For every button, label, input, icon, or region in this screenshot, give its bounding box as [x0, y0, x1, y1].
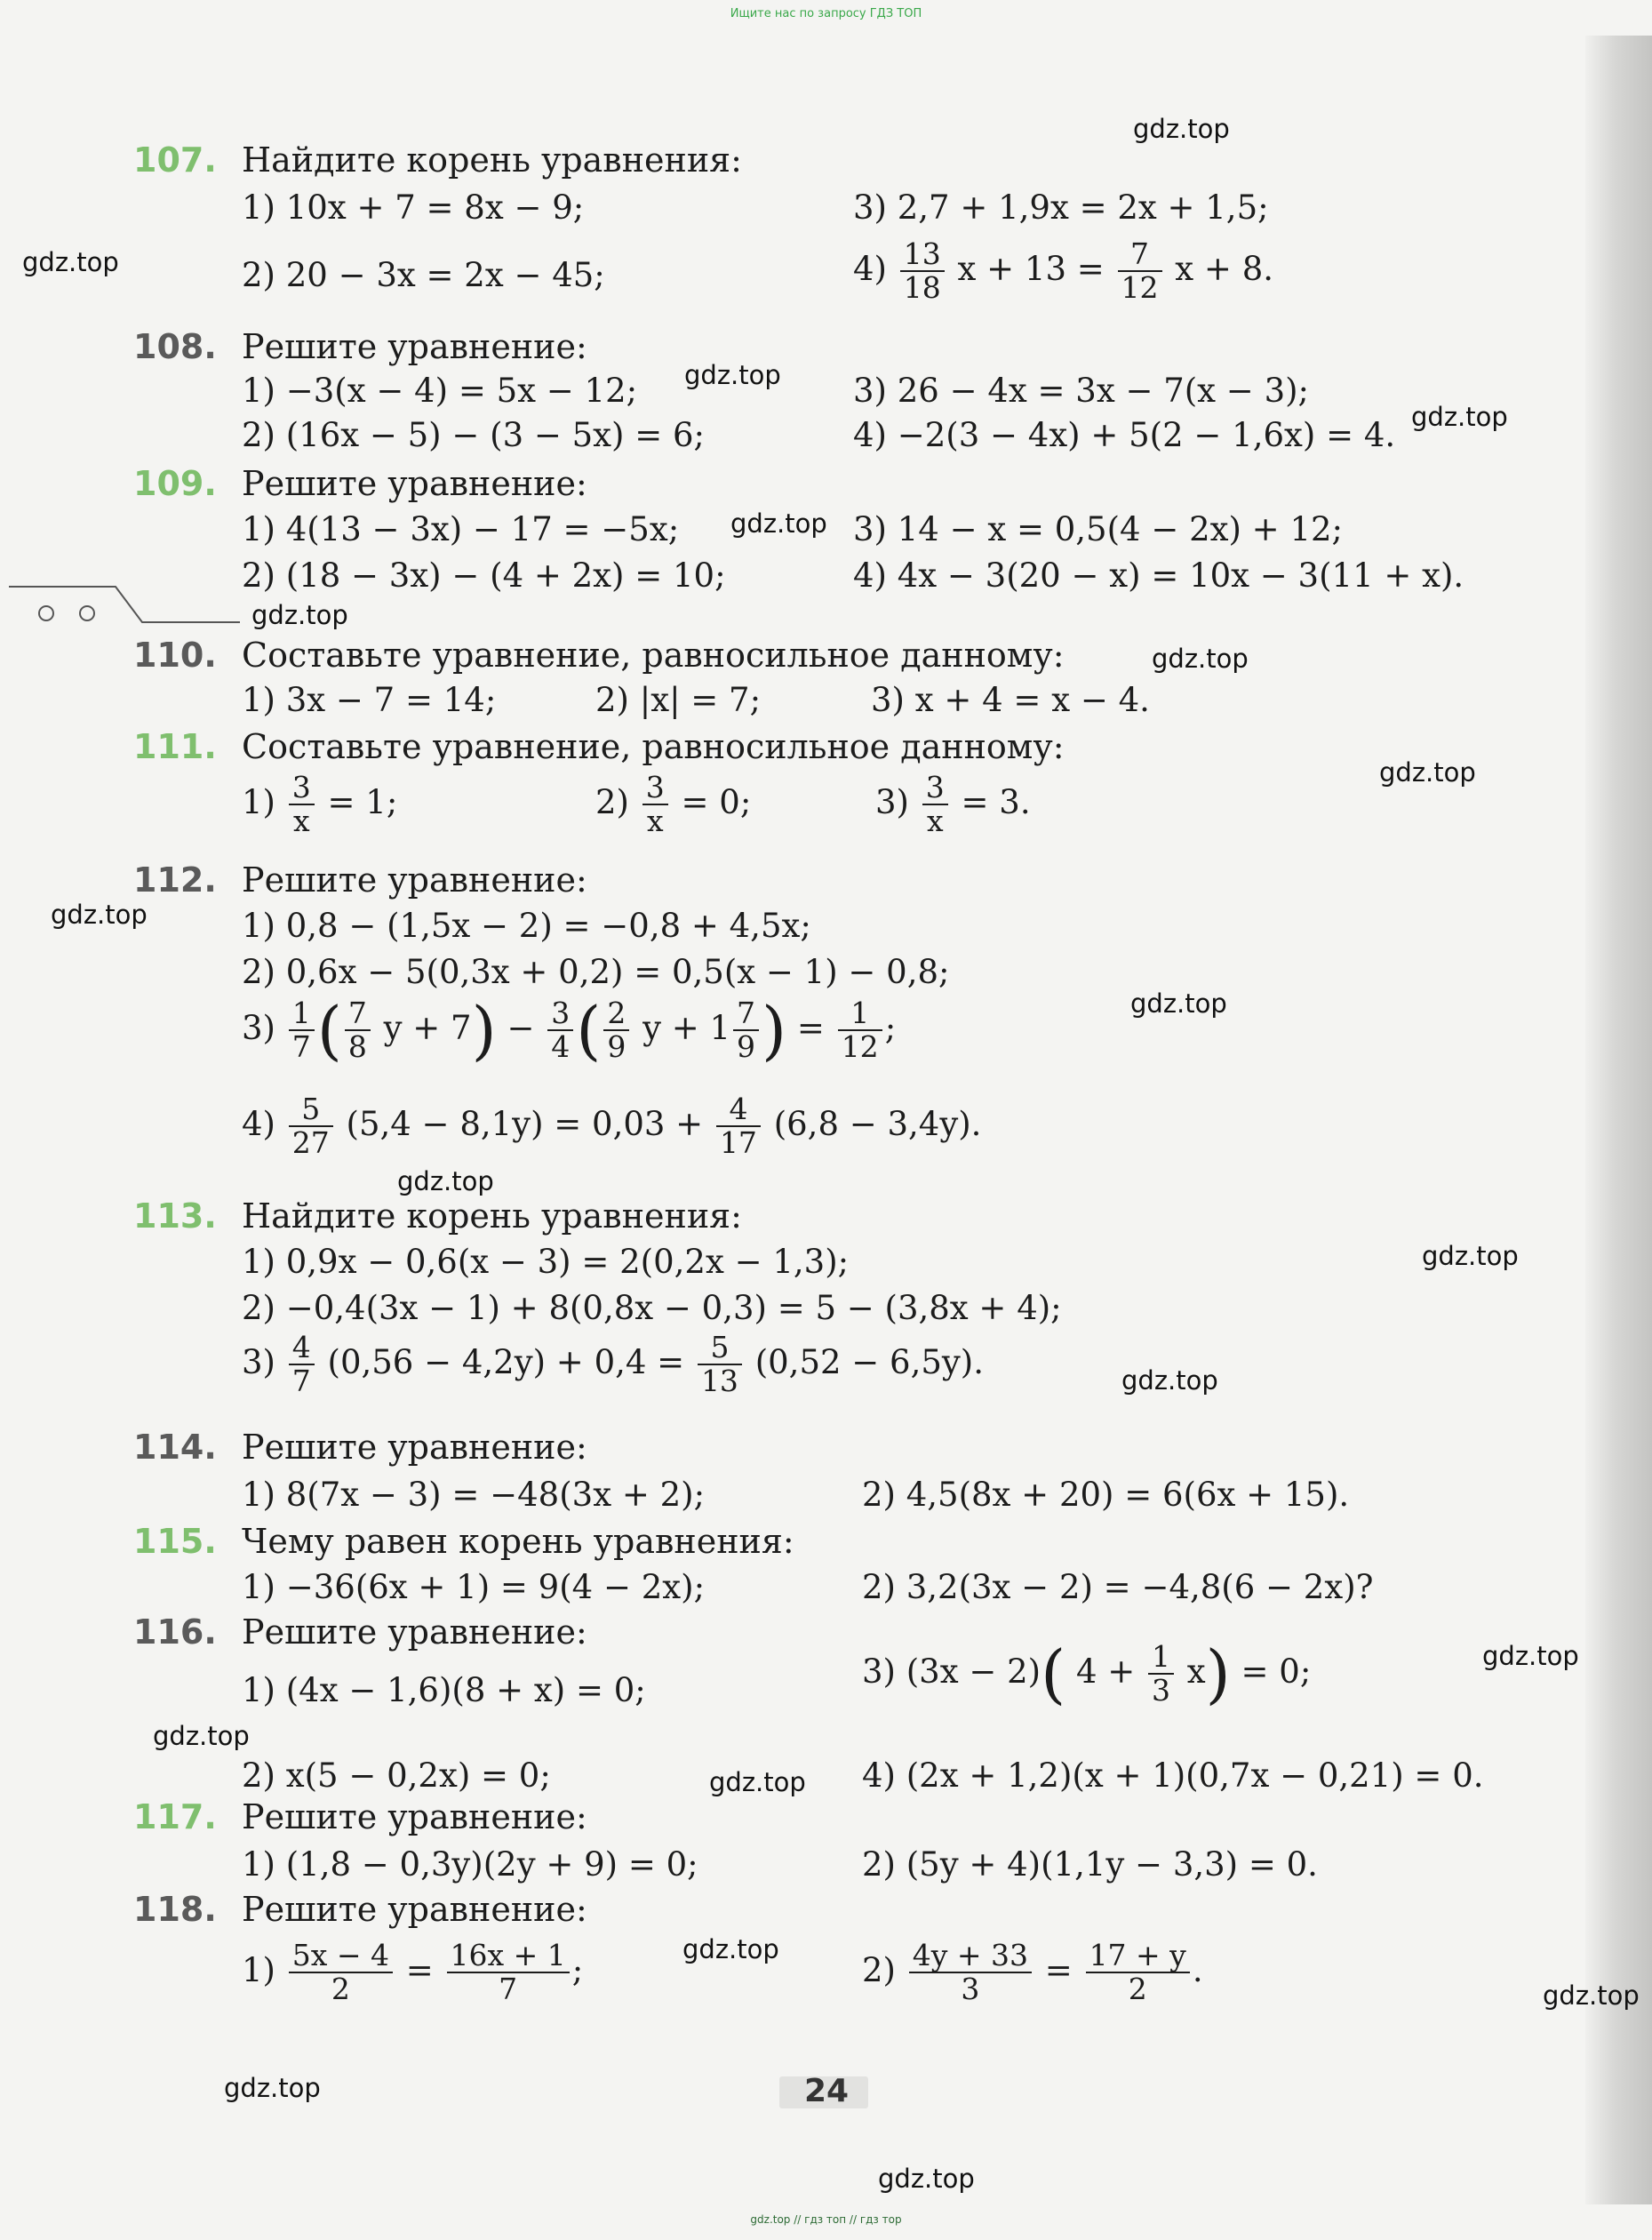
watermark: gdz.top — [1121, 1365, 1218, 1396]
equation-107-3: 3) 2,7 + 1,9x = 2x + 1,5; — [853, 188, 1269, 227]
fraction — [900, 238, 945, 305]
equation-113-2: 2) −0,4(3x − 1) + 8(0,8x − 0,3) = 5 − (3,8x + 4); — [242, 1289, 1062, 1327]
fraction — [289, 997, 315, 1064]
equation-108-4: 4) −2(3 − 4x) + 5(2 − 1,6x) = 4. — [853, 416, 1396, 454]
numerator: 1 — [1148, 1641, 1174, 1675]
term: (0,56 − 4,2y) + 0,4 = — [327, 1342, 685, 1381]
problem-number-107: 107. — [133, 140, 217, 180]
paren-close: ) — [1205, 1636, 1231, 1712]
denominator: x — [292, 804, 310, 839]
problem-title-115: Чему равен корень уравнения: — [242, 1522, 794, 1561]
watermark: gdz.top — [1130, 988, 1227, 1019]
term: ; — [884, 1008, 897, 1047]
numerator: 13 — [900, 238, 945, 272]
equation-110-2: 2) |x| = 7; — [595, 681, 762, 719]
denominator: 12 — [841, 1029, 879, 1065]
label: 1) — [242, 1950, 275, 1989]
fraction — [547, 997, 573, 1064]
problem-title-108: Решите уравнение: — [242, 327, 587, 366]
numerator: 5 — [289, 1093, 333, 1127]
denominator: 2 — [1128, 1972, 1147, 2007]
fraction — [447, 1940, 570, 2006]
label: 4) — [242, 1104, 275, 1143]
term: x — [1186, 1652, 1206, 1691]
equation-111-1 — [242, 772, 397, 838]
watermark: gdz.top — [1543, 1980, 1640, 2011]
equation-118-2 — [862, 1940, 1203, 2006]
numerator: 2 — [603, 997, 629, 1031]
problem-title-111: Составьте уравнение, равносильное данному: — [242, 727, 1065, 766]
fraction — [698, 1332, 742, 1398]
equation-117-1: 1) (1,8 − 0,3y)(2y + 9) = 0; — [242, 1845, 698, 1884]
equation-112-2: 2) 0,6x − 5(0,3x + 0,2) = 0,5(x − 1) − 0,8; — [242, 953, 950, 991]
equation-115-1: 1) −36(6x + 1) = 9(4 − 2x); — [242, 1568, 706, 1606]
fraction — [603, 997, 629, 1064]
problem-title-109: Решите уравнение: — [242, 464, 587, 503]
operator: = — [405, 1950, 434, 1989]
equation-113-1: 1) 0,9x − 0,6(x − 3) = 2(0,2x − 1,3); — [242, 1243, 850, 1281]
label: 1) — [242, 782, 275, 821]
term: y + 1 — [642, 1008, 731, 1047]
problem-number-113: 113. — [133, 1196, 217, 1236]
label: 2) — [595, 782, 629, 821]
watermark: gdz.top — [51, 900, 148, 930]
watermark: gdz.top — [397, 1166, 494, 1196]
label: 3) — [242, 1342, 275, 1381]
problem-title-110: Составьте уравнение, равносильное данному: — [242, 636, 1065, 675]
numerator: 7 — [733, 997, 759, 1031]
numerator: 7 — [1118, 238, 1162, 272]
equation-111-3 — [875, 772, 1031, 838]
problem-title-113: Найдите корень уравнения: — [242, 1196, 742, 1236]
watermark: gdz.top — [878, 2164, 975, 2194]
term: ; — [571, 1950, 584, 1989]
problem-title-116: Решите уравнение: — [242, 1612, 587, 1652]
label: 3) — [242, 1008, 275, 1047]
term: = 0; — [1241, 1652, 1312, 1691]
equation-109-4: 4) 4x − 3(20 − x) = 10x − 3(11 + x). — [853, 556, 1464, 595]
term: x + 8. — [1175, 249, 1273, 288]
fraction — [733, 997, 759, 1064]
watermark: gdz.top — [684, 360, 781, 390]
problem-title-112: Решите уравнение: — [242, 860, 587, 900]
numerator: 4 — [289, 1332, 315, 1365]
fraction — [345, 997, 371, 1064]
term: (0,52 − 6,5y). — [754, 1342, 984, 1381]
denominator: 7 — [291, 1029, 311, 1065]
term: = 1; — [327, 782, 398, 821]
term: 4 + — [1075, 1652, 1136, 1691]
equation-107-4 — [853, 238, 1273, 305]
equation-110-1: 1) 3x − 7 = 14; — [242, 681, 497, 719]
fraction — [716, 1093, 761, 1160]
operator: = — [1044, 1950, 1073, 1989]
equation-108-2: 2) (16x − 5) − (3 − 5x) = 6; — [242, 416, 706, 454]
equation-109-1: 1) 4(13 − 3x) − 17 = −5x; — [242, 510, 680, 548]
fraction — [289, 772, 315, 838]
denominator: 3 — [1152, 1673, 1171, 1708]
watermark: gdz.top — [730, 508, 827, 539]
page-edge-shadow — [1585, 36, 1652, 2204]
term: y + 7 — [383, 1008, 472, 1047]
denominator: 4 — [551, 1029, 571, 1065]
fraction — [1118, 238, 1162, 305]
section-marker-icon — [9, 580, 240, 626]
paren-close: ) — [762, 993, 787, 1068]
numerator: 4 — [716, 1093, 761, 1127]
watermark: gdz.top — [709, 1767, 806, 1797]
watermark: gdz.top — [1379, 757, 1476, 788]
watermark: gdz.top — [224, 2073, 321, 2103]
denominator: x — [926, 804, 944, 839]
equation-118-1 — [242, 1940, 583, 2006]
problem-number-111: 111. — [133, 727, 217, 766]
watermark: gdz.top — [22, 247, 119, 277]
numerator: 3 — [642, 772, 668, 805]
denominator: 9 — [607, 1029, 626, 1065]
paren-close: ) — [471, 993, 497, 1068]
fraction — [922, 772, 948, 838]
label: 2) — [862, 1950, 896, 1989]
equation-107-2: 2) 20 − 3x = 2x − 45; — [242, 256, 605, 294]
problem-number-108: 108. — [133, 327, 217, 366]
problem-number-112: 112. — [133, 860, 217, 900]
equation-116-1: 1) (4x − 1,6)(8 + x) = 0; — [242, 1671, 646, 1709]
denominator: 17 — [719, 1125, 757, 1161]
equation-107-1: 1) 10x + 7 = 8x − 9; — [242, 188, 585, 227]
watermark: gdz.top — [682, 1934, 779, 1964]
label: 3) — [875, 782, 909, 821]
term: = 0; — [681, 782, 752, 821]
term: (6,8 − 3,4y). — [773, 1104, 982, 1143]
numerator: 5 — [698, 1332, 742, 1365]
operator: − — [507, 1008, 535, 1047]
fraction — [289, 1093, 333, 1160]
equation-110-3: 3) x + 4 = x − 4. — [871, 681, 1150, 719]
label: 4) — [853, 249, 887, 288]
problem-title-114: Решите уравнение: — [242, 1428, 587, 1467]
numerator: 17 + y — [1086, 1940, 1190, 1973]
denominator: 9 — [737, 1029, 756, 1065]
bottom-banner: gdz.top // гдз топ // гдз тор — [750, 2213, 902, 2226]
problem-title-118: Решите уравнение: — [242, 1890, 587, 1929]
term: = 3. — [961, 782, 1031, 821]
equation-108-3: 3) 26 − 4x = 3x − 7(x − 3); — [853, 372, 1310, 410]
watermark: gdz.top — [1482, 1641, 1579, 1671]
equation-112-3 — [242, 993, 897, 1068]
equation-114-1: 1) 8(7x − 3) = −48(3x + 2); — [242, 1476, 706, 1514]
term: x + 13 = — [957, 249, 1105, 288]
fraction — [1148, 1641, 1174, 1708]
numerator: 16x + 1 — [447, 1940, 570, 1973]
equation-112-4 — [242, 1093, 981, 1160]
problem-number-118: 118. — [133, 1890, 217, 1929]
page-number: 24 — [804, 2073, 850, 2109]
numerator: 4y + 33 — [909, 1940, 1032, 1973]
equation-113-3 — [242, 1332, 984, 1398]
problem-number-115: 115. — [133, 1522, 217, 1561]
problem-number-117: 117. — [133, 1797, 217, 1836]
fraction — [1086, 1940, 1190, 2006]
denominator: 13 — [700, 1364, 738, 1399]
problem-number-116: 116. — [133, 1612, 217, 1652]
watermark: gdz.top — [1133, 114, 1230, 144]
paren-open: ( — [316, 993, 342, 1068]
equation-109-3: 3) 14 − x = 0,5(4 − 2x) + 12; — [853, 510, 1343, 548]
watermark: gdz.top — [1152, 644, 1249, 674]
watermark: gdz.top — [251, 600, 348, 630]
numerator: 3 — [289, 772, 315, 805]
equation-116-2: 2) x(5 − 0,2x) = 0; — [242, 1756, 551, 1795]
problem-title-117: Решите уравнение: — [242, 1797, 587, 1836]
problem-number-110: 110. — [133, 636, 217, 675]
top-banner: Ищите нас по запросу ГДЗ ТОП — [730, 7, 922, 20]
paren-open: ( — [576, 993, 602, 1068]
denominator: 2 — [331, 1972, 350, 2007]
equation-115-2: 2) 3,2(3x − 2) = −4,8(6 − 2x)? — [862, 1568, 1374, 1606]
denominator: 3 — [961, 1972, 980, 2007]
denominator: x — [646, 804, 664, 839]
equation-109-2: 2) (18 − 3x) − (4 + 2x) = 10; — [242, 556, 726, 595]
denominator: 7 — [291, 1364, 311, 1399]
denominator: 27 — [291, 1125, 330, 1161]
equation-114-2: 2) 4,5(8x + 20) = 6(6x + 15). — [862, 1476, 1350, 1514]
numerator: 3 — [922, 772, 948, 805]
term: 3) (3x − 2) — [862, 1652, 1041, 1691]
fraction — [838, 997, 882, 1064]
numerator: 1 — [289, 997, 315, 1031]
numerator: 1 — [838, 997, 882, 1031]
problem-number-109: 109. — [133, 464, 217, 503]
denominator: 8 — [347, 1029, 367, 1065]
watermark: gdz.top — [1422, 1241, 1519, 1271]
problem-number-114: 114. — [133, 1428, 217, 1467]
equation-112-1: 1) 0,8 − (1,5x − 2) = −0,8 + 4,5x; — [242, 907, 811, 945]
equation-116-3 — [862, 1636, 1312, 1712]
operator: = — [796, 1008, 825, 1047]
numerator: 7 — [345, 997, 371, 1031]
term: (5,4 − 8,1y) = 0,03 + — [346, 1104, 704, 1143]
term: . — [1192, 1950, 1203, 1989]
denominator: 7 — [499, 1972, 518, 2007]
equation-116-4: 4) (2x + 1,2)(x + 1)(0,7x − 0,21) = 0. — [862, 1756, 1484, 1795]
equation-111-2 — [595, 772, 751, 838]
watermark: gdz.top — [153, 1721, 250, 1751]
numerator: 5x − 4 — [289, 1940, 393, 1973]
fraction — [642, 772, 668, 838]
paren-open: ( — [1041, 1636, 1066, 1712]
denominator: 18 — [903, 270, 941, 306]
fraction — [909, 1940, 1032, 2006]
fraction — [289, 1332, 315, 1398]
fraction — [289, 1940, 393, 2006]
equation-108-1: 1) −3(x − 4) = 5x − 12; — [242, 372, 638, 410]
problem-title-107: Найдите корень уравнения: — [242, 140, 742, 180]
watermark: gdz.top — [1411, 402, 1508, 432]
numerator: 3 — [547, 997, 573, 1031]
equation-117-2: 2) (5y + 4)(1,1y − 3,3) = 0. — [862, 1845, 1318, 1884]
denominator: 12 — [1121, 270, 1159, 306]
